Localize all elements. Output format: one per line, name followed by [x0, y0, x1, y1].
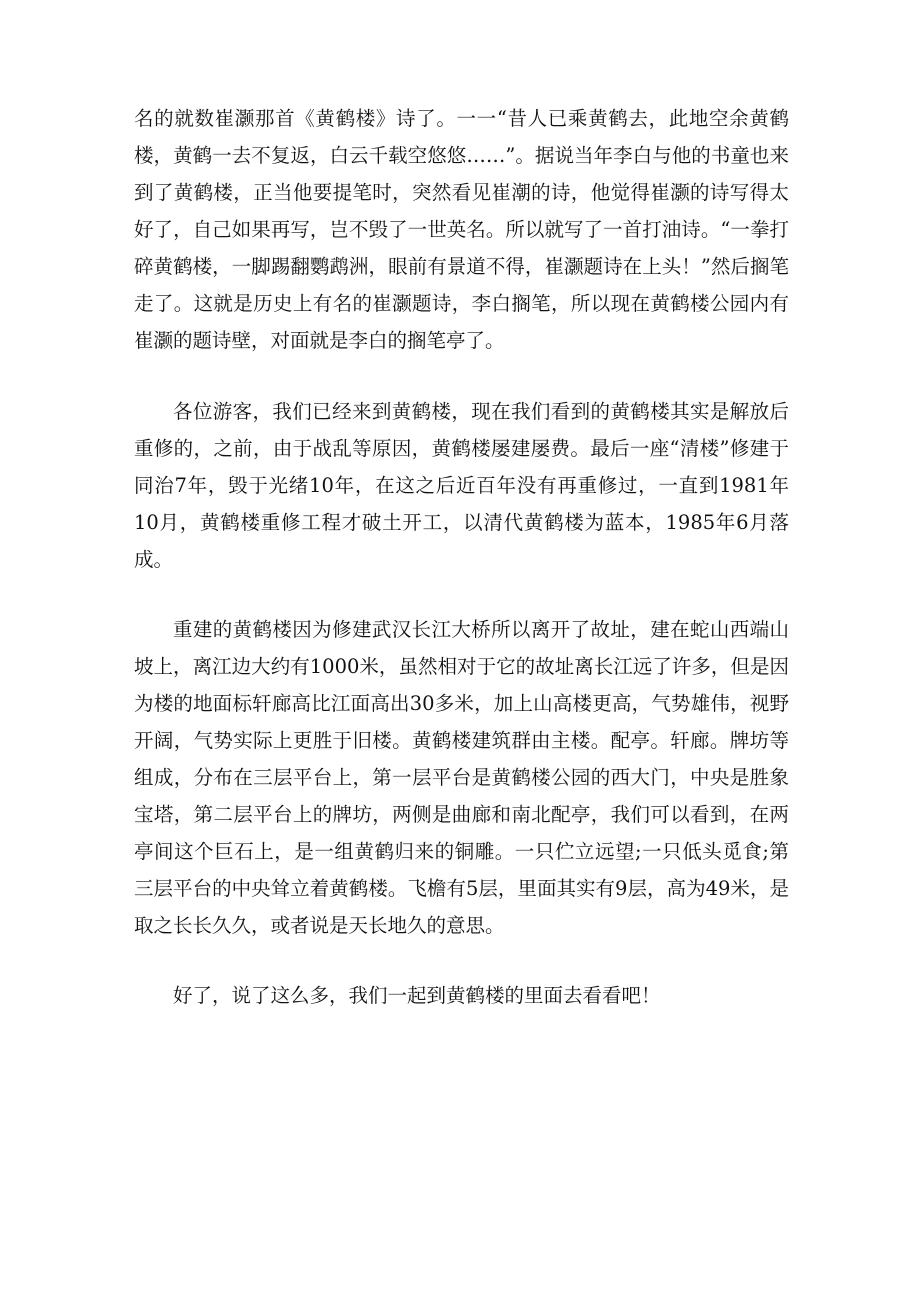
- document-body: [134, 100, 789, 1014]
- paragraph-4: 好了，说了这么多，我们一起到黄鹤楼的里面去看看吧！: [173, 984, 661, 1007]
- paragraph-1: 名的就数崔灏那首《黄鹤楼》诗了。一一“昔人已乘黄鹤去，此地空余黄鹤楼，黄鹤一去不复返，白云千载空悠悠……”。据说当年李白与他的书童也来到了黄鹤楼，正当他要提笔时，突然看见崔潮的诗，他觉得崔灏的诗写得太好了，自己如果再写，岂不毁了一世英名。所以就写了一首打油诗。“一拳打碎黄鹤楼，一脚踢翻鹦鹉洲，眼前有景道不得，崔灏题诗在上头！”然后搁笔走了。这就是历史上有名的崔灏题诗，李白搁笔，所以现在黄鹤楼公园内有崔灏的题诗壁，对面就是李白的搁笔亭了。: [134, 107, 789, 352]
- paragraph-3: 重建的黄鹤楼因为修建武汉长江大桥所以离开了故址，建在蛇山西端山坡上，离江边大约有1000米，虽然相对于它的故址离长江远了许多，但是因为楼的地面标轩廊高比江面高出30多米，加上山高楼更高，气势雄伟，视野开阔，气势实际上更胜于旧楼。黄鹤楼建筑群由主楼。配亭。轩廊。牌坊等组成，分布在三层平台上，第一层平台是黄鹤楼公园的西大门，中央是胜象宝塔，第二层平台上的牌坊，两侧是曲廊和南北配亭，我们可以看到，在两亭间这个巨石上，是一组黄鹤归来的铜雕。一只伫立远望;一只低头觅食;第三层平台的中央耸立着黄鹤楼。飞檐有5层，里面其实有9层，高为49米，是取之长长久久，或者说是天长地久的意思。: [134, 618, 789, 937]
- paragraph-2: 各位游客，我们已经来到黄鹤楼，现在我们看到的黄鹤楼其实是解放后重修的，之前，由于战乱等原因，黄鹤楼屡建屡费。最后一座“清楼”修建于同治7年，毁于光绪10年，在这之后近百年没有再重修过，一直到1981年10月，黄鹤楼重修工程才破土开工，以清代黄鹤楼为蓝本，1985年6月落成。: [134, 400, 789, 571]
